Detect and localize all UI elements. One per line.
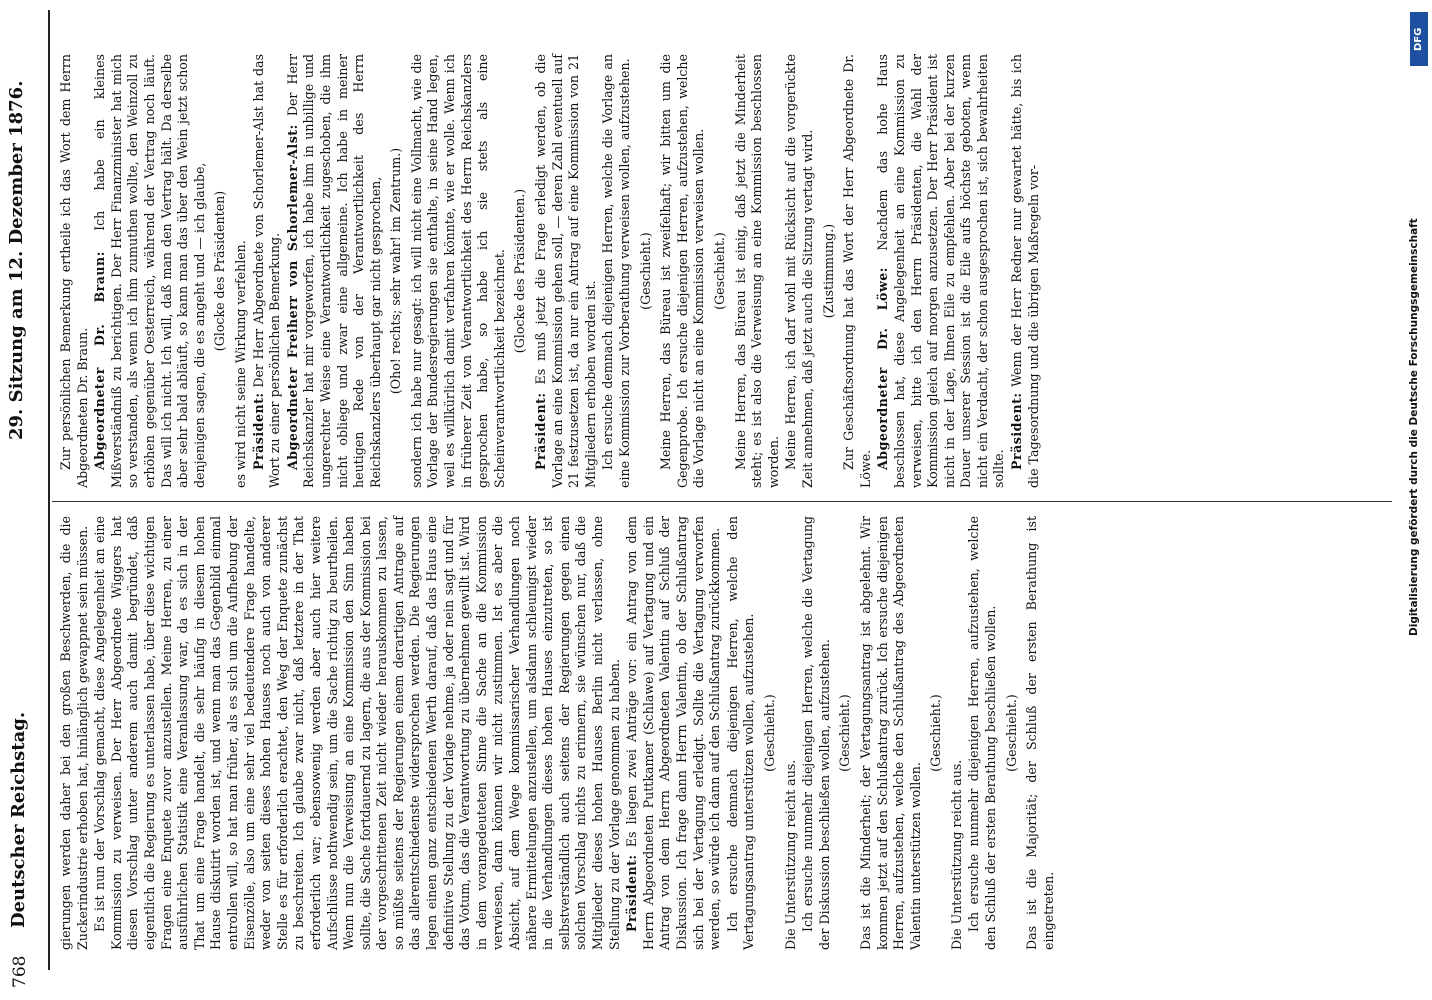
speech-text: Es liegen zwei Anträge vor: ein Antrag von dem Herrn Abgeordneten Puttkamer (Schlawe) auf Vertagung und ein Antrag von dem Herrn Abgeordneten Valentin auf Schluß der Diskussion. Ich frage dann Herrn Valentin, ob der Schlußantrag sich bei der Vertagung erledigt. Sollte die Vertagung verworfen werden, so würde ich dann auf den Schlußantrag zurückkommen. — [624, 516, 723, 950]
speech-text: Wenn der Herr Redner nur gewartet hätte, bis ich die Tagesordnung und die übrigen Maßregeln vor- — [1009, 54, 1041, 488]
stage-remark: (Zustimmung.) — [820, 223, 836, 319]
stage-remark: (Glocke des Präsidenten) — [212, 190, 228, 352]
stage-remark: (Glocke des Präsidenten.) — [512, 188, 528, 354]
page-number: 768 — [10, 955, 30, 988]
stage-remark: (Oho! rechts; sehr wahr! im Zentrum.) — [388, 147, 404, 395]
stage-remark: (Geschieht.) — [837, 694, 853, 772]
paragraph: Das ist die Majorität; der Schluß der ersten Berathung ist eingetreten. — [1024, 516, 1056, 950]
speaker-label: Präsident: — [624, 854, 640, 932]
paragraph: gierungen werden daher bei den großen Beschwerden, die die Zuckerindustrie erhoben hat, hinlänglich gewappnet sein müssen. — [58, 516, 90, 950]
paragraph: Meine Herren, das Büreau ist zweifelhaft; wir bitten um die Gegenprobe. Ich ersuche diejenigen Herren, aufzustehen, welche die Vorlage nicht an eine Kommission verweisen wollen. — [658, 54, 707, 488]
session-title: 29. Sitzung am 12. Dezember 1876. — [6, 80, 27, 440]
speaker-label: Präsident: — [250, 392, 266, 470]
left-column — [58, 516, 1058, 950]
paragraph — [875, 54, 1008, 488]
speaker-label: Präsident: — [1009, 392, 1025, 470]
publication-title: Deutscher Reichstag. — [8, 711, 29, 928]
paragraph: Die Unterstützung reicht aus. — [948, 759, 964, 950]
stage-remark: (Geschieht.) — [1003, 694, 1019, 772]
page-header — [0, 0, 48, 1000]
header-rule — [48, 10, 50, 970]
paragraph: Meine Herren, ich darf wohl mit Rücksicht auf die vorgerückte Zeit annehmen, daß jetzt auch die Sitzung vertagt wird. — [783, 54, 815, 488]
speaker-label: Abgeordneter Dr. Braun: — [92, 251, 108, 470]
speaker-label: Präsident: — [533, 392, 549, 470]
paragraph — [92, 54, 208, 488]
paragraph: Ich ersuche demnach diejenigen Herren, welche den Vertagungsantrag unterstützen wollen, aufzustehen. — [724, 516, 757, 950]
paragraph — [1009, 54, 1042, 488]
paragraph: Meine Herren, das Büreau ist einig, daß jetzt die Minderheit steht; es ist also die Verweisung an eine Kommission beschlossen worden. — [732, 54, 781, 488]
paragraph: sondern ich habe nur gesagt: ich will nicht eine Vollmacht, wie die Vorlage der Bundesregierungen sie enthalte, in seine Hand legen, weil es willkürlich damit verfahren könnte, wie er wolle. Wenn ich in früherer Zeit von Verantwortlichkeit des Herrn Reichskanzlers gesprochen habe, so habe ich sie stets als eine Scheinverantwortlichkeit bezeichnet. — [408, 54, 507, 488]
speech-text: Nachdem das hohe Haus beschlossen hat, diese Angelegenheit an eine Kommission zu verweisen, bitte ich den Herrn Präsidenten, die Wahl der Kommission gleich auf morgen anzusetzen. Der Herr Präsident ist nicht in der Lage, Ihnen Eile zu empfehlen. Aber bei der kurzen Dauer unserer Session ist die Eile aufs höchste geboten, wenn nicht ein Verdacht, der schon ausgesprochen ist, sich bewahrheiten sollte. — [875, 54, 1007, 488]
paragraph — [285, 54, 385, 488]
speech-text: Es muß jetzt die Frage erledigt werden, ob die Vorlage an eine Kommission gehen soll, — deren Zahl eventuell auf 21 festzusetzen ist, da nur ein Antrag auf eine Kommission von 21 Mitgliedern erhoben worden ist. — [533, 54, 598, 488]
right-column — [58, 54, 1043, 488]
funding-credit: Digitalisierung gefördert durch die Deutsche Forschungsgemeinschaft — [1408, 218, 1420, 636]
stage-remark: (Geschieht.) — [637, 232, 653, 310]
paragraph: Die Unterstützung reicht aus. — [782, 759, 798, 950]
column-divider — [52, 501, 1392, 502]
paragraph: Ich ersuche nunmehr diejenigen Herren, aufzustehen, welche den Schluß der ersten Berathung beschließen wollen. — [966, 516, 999, 950]
paragraph — [533, 54, 599, 488]
stage-remark: (Geschieht.) — [928, 694, 944, 772]
digitization-note — [1408, 6, 1430, 994]
paragraph: Ich ersuche demnach diejenigen Herren, welche die Vorlage an eine Kommission zur Vorberathung verweisen wollen, aufzustehen. — [600, 54, 632, 488]
paragraph: Das ist die Minderheit; der Vertagungsantrag ist abgelehnt. Wir kommen jetzt auf den Schlußantrag zurück. Ich ersuche diejenigen Herren, aufzustehen, welche den Schlußantrag des Abgeordneten Valentin unterstützen wollen. — [857, 516, 923, 950]
speech-text: Der Herr Reichskanzler hat mir vorgeworfen, ich habe ihm in unbillige und ungerechter Weise eine Verantwortlichkeit zugeschoben, die ihm nicht obliege und zwar eine allgemeine. Ich habe in meiner heutigen Rede von der Verantwortlichkeit des Herrn Reichskanzlers überhaupt gar nicht gesprochen, — [284, 54, 383, 488]
paragraph: es wird nicht seine Wirkung verfehlen. — [232, 240, 248, 488]
speech-text: Der Herr Abgeordnete von Schorlemer-Alst hat das Wort zu einer persönlichen Bemerkung. — [250, 54, 283, 488]
paragraph — [624, 516, 724, 950]
speech-text: Ich habe ein kleines Mißverständniß zu berichtigen. Der Herr Finanzminister hat mich so verstanden, als wenn ich ihm zumuthen wollte, den Weinzoll zu erhöhen gegenüber Oesterreich, während der Vertrag noch läuft. Das will ich nicht. Ich will, daß man den Vertrag hält. Da derselbe aber sehr bald abläuft, so kann man das über den Wein jetzt schon denjenigen sagen, die es angeht und — ich glaube, — [92, 53, 207, 488]
dfg-logo: DFG — [1410, 12, 1428, 66]
paragraph: Zur persönlichen Bemerkung ertheile ich das Wort dem Herrn Abgeordneten Dr. Braun. — [58, 54, 90, 488]
paragraph: Zur Geschäftsordnung hat das Wort der Herr Abgeordnete Dr. Löwe. — [841, 54, 873, 488]
stage-remark: (Geschieht.) — [761, 694, 777, 772]
paragraph: Ich ersuche nunmehr diejenigen Herren, welche die Vertagung der Diskussion beschließen wollen, aufzustehen. — [800, 516, 832, 950]
speaker-label: Abgeordneter Dr. Löwe: — [875, 267, 891, 470]
stage-remark: (Geschieht.) — [711, 232, 727, 310]
paragraph: Es ist nun der Vorschlag gemacht, diese Angelegenheit an eine Kommission zu verweisen. Der Herr Abgeordnete Wiggers hat diesen Vorschlag unter anderem auch damit begründet, daß eigentlich die Regierung es unterlassen habe, über diese wichtigen Fragen eine Enquete zuvor anzustellen. Meine Herren, zu einer ausführlichen Statistik eine Veranlassung war, da es sich in der That um eine Frage handelt, die sehr häufig in diesem hohen Hause diskutirt worden ist, und wenn man das Gegenbild einmal entrollen will, so hat man früher, als es sich um die Aufhebung der Eisenzölle, also um eine sehr viel bedeutendere Frage handelte, weder von seiten dieses hohen Hauses noch auch von anderer Stelle es für erforderlich erachtet, den Weg der Enquete zunächst zu beschreiten. Ich glaube zwar nicht, daß letztere in der That erforderlich war; ebensowenig werden aber auch hier weitere Aufschlüsse nothwendig sein, um die Sache richtig zu beurtheilen. Wenn nun die Verweisung an eine Kommission den Sinn haben sollte, die Sache fortdauernd zu lagern, die aus der Kommission bei der vorgeschrittenen Zeit nicht wieder herauskommen zu lassen, so müßte seitens der Regierungen einem derartigen Antrage auf das allerentschiedenste widersprochen werden. Die Regierungen legen einen ganz entschiedenen Werth darauf, daß das Haus eine definitive Stellung zu der Vorlage nehme, ja oder nein sagt und für das Votum, das die Verantwortung zu übernehmen gewillt ist. Wird in dem vorangedeuteten Sinne die Sache an die Kommission verwiesen, dann können wir nicht zustimmen. Ist es aber die Absicht, auf dem Wege kommissarischer Verhandlungen noch nähere Ermittelungen anzustellen, um alsdann schleunigst wieder in die Verhandlungen dieses hohen Hauses einzutreten, so ist selbstverständlich auch seitens der Regierungen gegen einen solchen Vorschlag nichts zu erinnern, sie wünschen nur, daß die Mitglieder dieses hohen Hauses Berlin nicht verlassen, ohne Stellung zu der Vorlage genommen zu haben. — [92, 516, 622, 950]
paragraph — [251, 54, 284, 488]
speaker-label: Abgeordneter Freiherr von Schorlemer-Alst: — [284, 124, 300, 470]
